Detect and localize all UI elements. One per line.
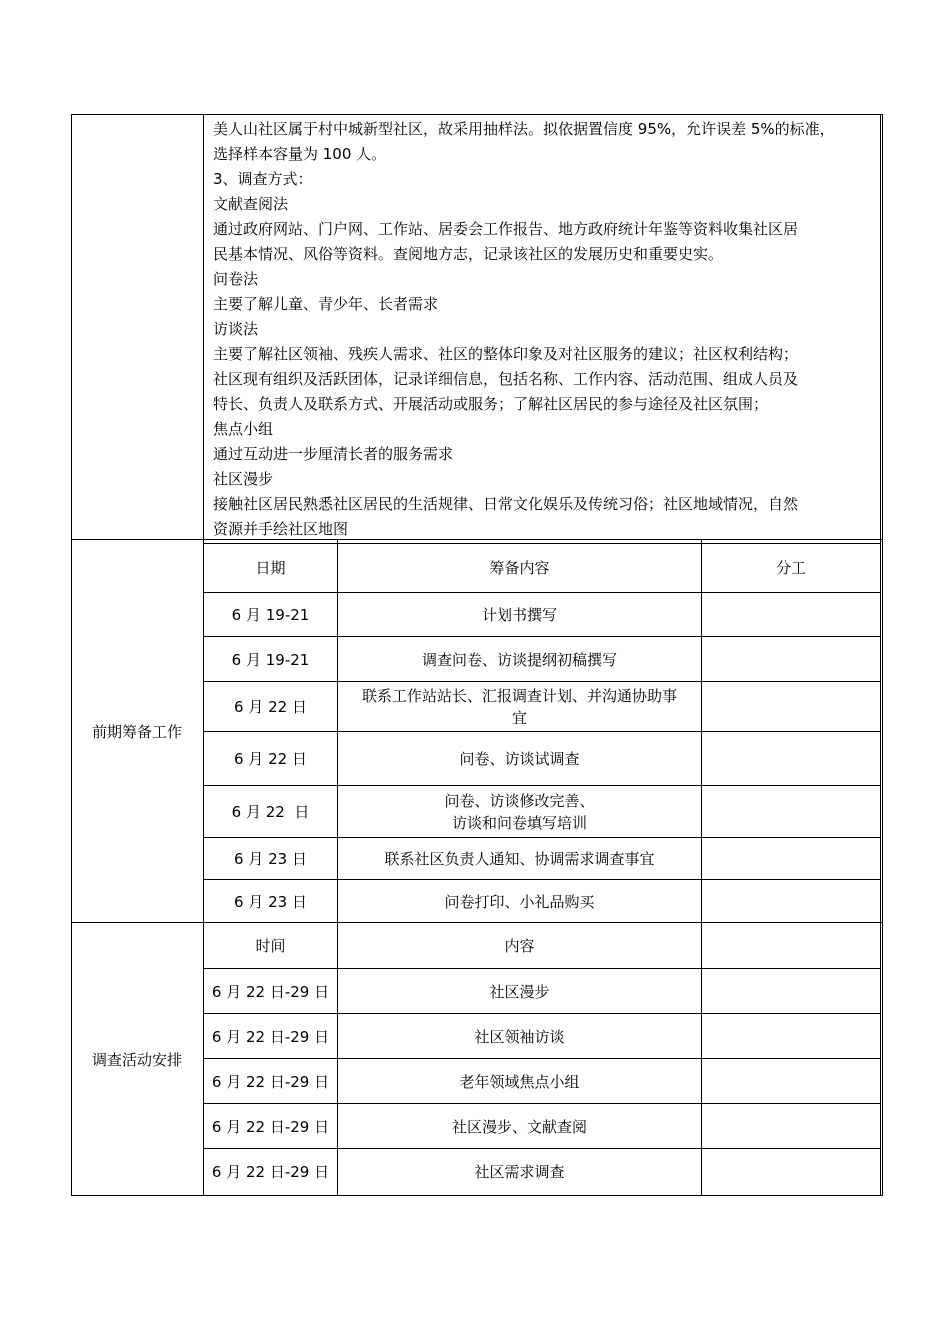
prep-row-date: 6 月 23 日 xyxy=(234,892,307,911)
text-line: 资源并手绘社区地图 xyxy=(213,520,349,538)
text-line: 社区漫步 xyxy=(213,470,274,488)
survey-section-label: 调查活动安排 xyxy=(91,1050,182,1069)
table-border-right xyxy=(880,114,881,1196)
content-line: 问卷打印、小礼品购买 xyxy=(444,892,595,911)
content-line: 问卷、访谈试调查 xyxy=(459,750,580,768)
text-line: 通过政府网站、门户网、工作站、居委会工作报告、地方政府统计年鉴等资料收集社区居 xyxy=(213,220,799,238)
table-rule xyxy=(203,543,880,544)
prep-header-date: 日期 xyxy=(255,559,286,577)
prep-row-assign xyxy=(702,786,880,838)
text-line: 访谈法 xyxy=(213,320,259,338)
survey-row-assign xyxy=(702,1059,880,1104)
content-line: 社区需求调查 xyxy=(474,1163,565,1181)
prep-section-label: 前期筹备工作 xyxy=(91,722,182,741)
survey-method-text xyxy=(213,117,873,542)
table-border-bottom xyxy=(71,1195,882,1196)
prep-row-date: 6 月 19-21 xyxy=(231,650,310,669)
text-line: 接触社区居民熟悉社区居民的生活规律、日常文化娱乐及传统习俗；社区地域情况，自然 xyxy=(213,495,799,513)
prep-row-content xyxy=(338,838,701,880)
survey-row-date: 6 月 22 日-29 日 xyxy=(211,1117,330,1136)
prep-row-content xyxy=(338,732,701,786)
text-line: 主要了解儿童、青少年、长者需求 xyxy=(213,295,439,313)
text-line: 焦点小组 xyxy=(213,420,274,438)
prep-header-content: 筹备内容 xyxy=(489,559,550,577)
content-line: 计划书撰写 xyxy=(481,606,557,624)
text-line: 问卷法 xyxy=(213,270,259,288)
survey-row-assign xyxy=(702,1104,880,1149)
text-line: 3、调查方式： xyxy=(213,170,313,188)
document-page xyxy=(71,114,882,1196)
survey-row-date: 6 月 22 日-29 日 xyxy=(211,1072,330,1091)
content-line: 社区漫步 xyxy=(489,982,550,1001)
prep-row-date: 6 月 23 日 xyxy=(234,850,307,868)
prep-row-assign xyxy=(702,838,880,880)
survey-header-content: 内容 xyxy=(504,936,535,955)
prep-row-date: 6 月 22 日 xyxy=(231,803,310,821)
survey-header-assign xyxy=(702,923,880,968)
survey-row-content xyxy=(338,1059,701,1104)
text-line: 选择样本容量为 100 人。 xyxy=(213,145,387,163)
survey-row-date: 6 月 22 日-29 日 xyxy=(211,982,330,1001)
content-line: 问卷、访谈修改完善、 xyxy=(444,792,595,810)
survey-row-assign xyxy=(702,969,880,1014)
text-line: 民基本情况、风俗等资料。查阅地方志，记录该社区的发展历史和重要史实。 xyxy=(213,245,724,263)
prep-row-date: 6 月 22 日 xyxy=(234,698,307,716)
survey-row-content xyxy=(338,969,701,1014)
survey-row-content xyxy=(338,1104,701,1149)
text-line: 社区现有组织及活跃团体，记录详细信息，包括名称、工作内容、活动范围、组成人员及 xyxy=(213,370,799,388)
prep-row-content xyxy=(338,682,701,732)
text-line: 美人山社区属于村中城新型社区，故采用抽样法。拟依据置信度 95%，允许误差 5%的标准， xyxy=(213,120,835,138)
content-line: 联系工作站站长、汇报调查计划、并沟通协助事 xyxy=(361,687,677,705)
survey-row-date: 6 月 22 日-29 日 xyxy=(211,1027,330,1046)
table-border-top xyxy=(71,114,882,115)
prep-row-assign xyxy=(702,732,880,786)
content-line: 社区领袖访谈 xyxy=(474,1027,565,1046)
table-border-right-double xyxy=(882,114,883,1196)
content-line: 调查问卷、访谈提纲初稿撰写 xyxy=(421,650,617,669)
prep-row-date: 6 月 19-21 xyxy=(231,606,310,624)
text-line: 通过互动进一步厘清长者的服务需求 xyxy=(213,445,454,463)
prep-row-assign xyxy=(702,880,880,923)
content-line: 老年领域焦点小组 xyxy=(459,1072,580,1091)
prep-row-assign xyxy=(702,593,880,637)
content-line: 社区漫步、文献查阅 xyxy=(451,1117,587,1136)
text-line: 主要了解社区领袖、残疾人需求、社区的整体印象及对社区服务的建议；社区权利结构； xyxy=(213,345,799,363)
survey-row-assign xyxy=(702,1149,880,1195)
survey-row-assign xyxy=(702,1014,880,1059)
prep-row-content xyxy=(338,786,701,838)
content-line: 访谈和问卷填写培训 xyxy=(451,814,587,832)
survey-row-content xyxy=(338,1014,701,1059)
survey-header-date: 时间 xyxy=(255,936,286,955)
prep-row-assign xyxy=(702,682,880,732)
prep-row-assign xyxy=(702,637,880,682)
text-line: 特长、负责人及联系方式、开展活动或服务；了解社区居民的参与途径及社区氛围； xyxy=(213,395,769,413)
prep-row-content xyxy=(338,880,701,923)
prep-row-date: 6 月 22 日 xyxy=(234,750,307,768)
text-line: 文献查阅法 xyxy=(213,195,289,213)
survey-row-date: 6 月 22 日-29 日 xyxy=(211,1163,330,1181)
content-line: 宜 xyxy=(511,709,527,727)
prep-row-content xyxy=(338,637,701,682)
prep-row-content xyxy=(338,593,701,637)
survey-row-content xyxy=(338,1149,701,1195)
prep-header-assign: 分工 xyxy=(775,559,806,577)
content-line: 联系社区负责人通知、协调需求调查事宜 xyxy=(384,850,655,868)
